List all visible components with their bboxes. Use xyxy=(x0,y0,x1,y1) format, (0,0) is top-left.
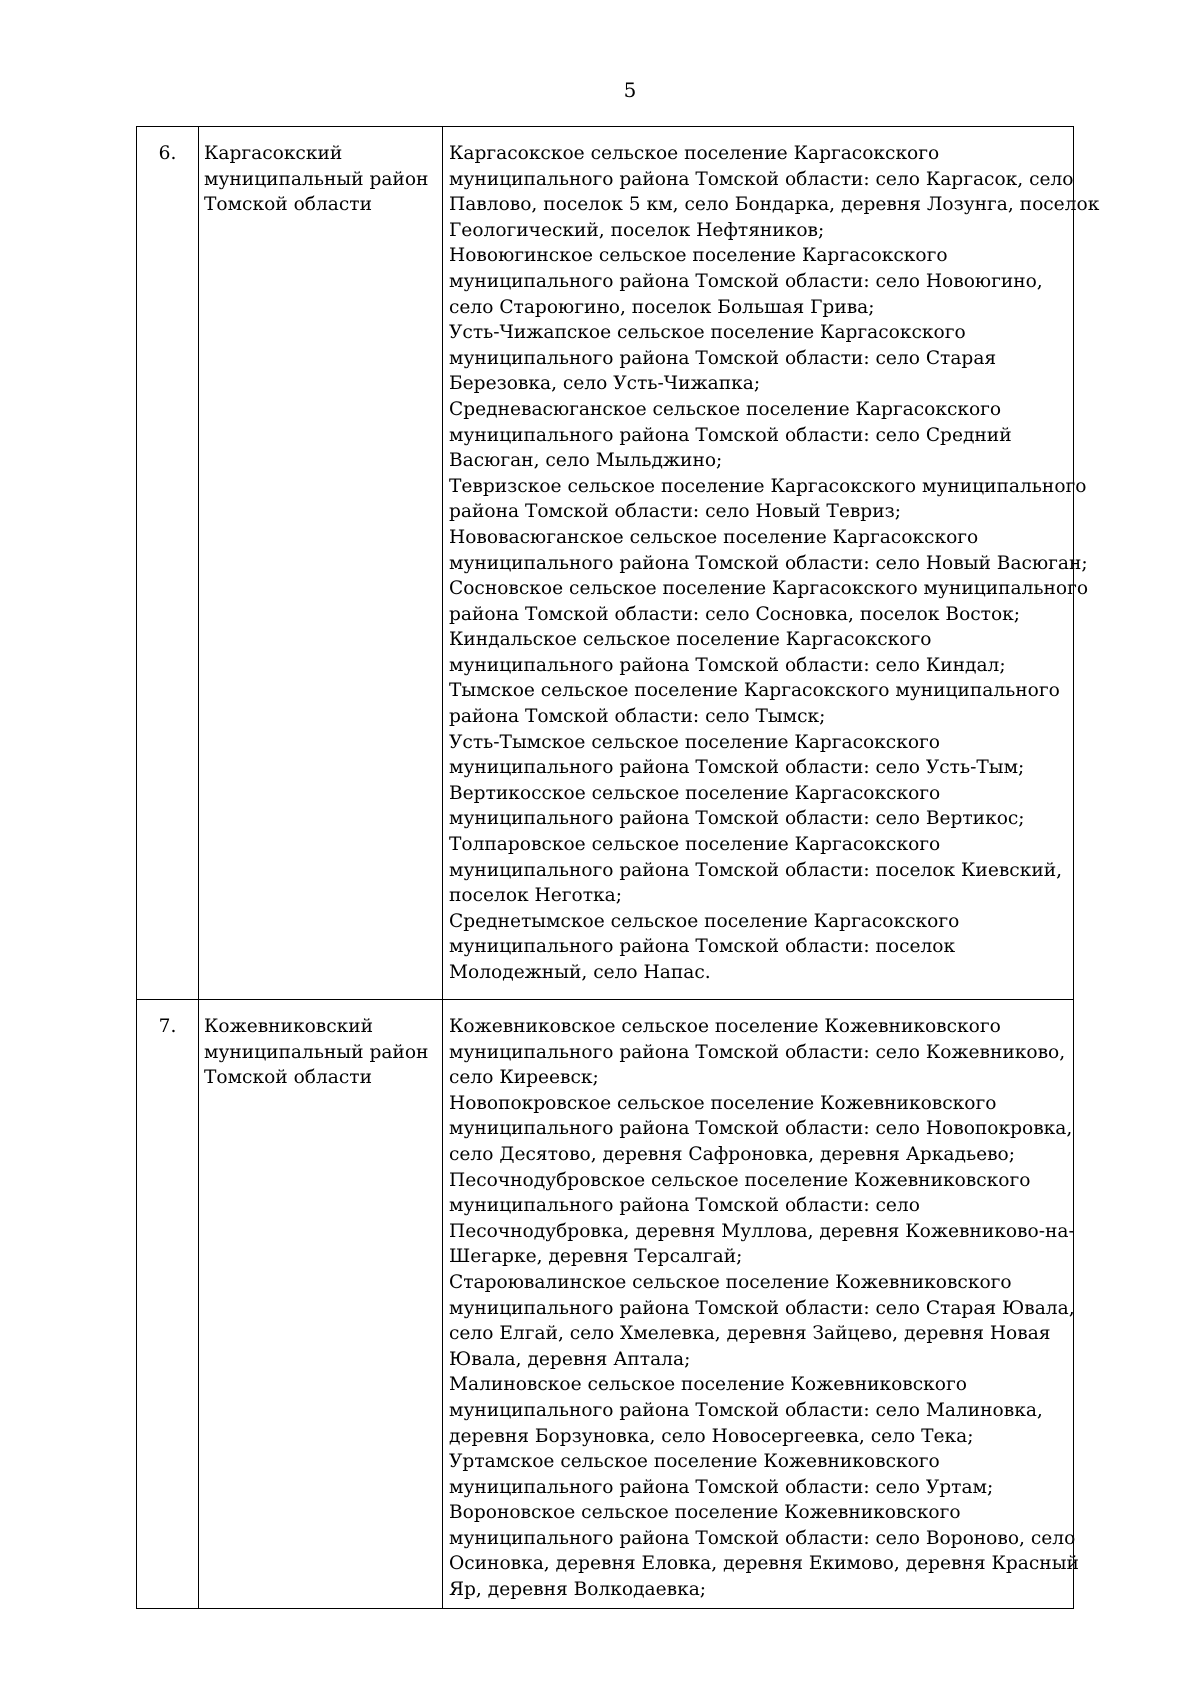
district-name xyxy=(199,127,443,1000)
settlement-line: Васюган, село Мыльджино; xyxy=(449,450,723,472)
settlement-line: село Десятово, деревня Сафроновка, деревня Аркадьево; xyxy=(449,1143,1016,1165)
table-row xyxy=(137,127,1074,1000)
settlement-line: Тевризское сельское поселение Каргасокского муниципального xyxy=(449,475,1087,497)
settlement-line: Кожевниковское сельское поселение Кожевниковского xyxy=(449,1016,1001,1037)
district-line: муниципальный район xyxy=(204,168,429,190)
settlements-table xyxy=(136,126,1100,1609)
settlement-line: село Киреевск; xyxy=(449,1067,599,1089)
district-line: муниципальный район xyxy=(204,1041,429,1063)
page-number: 5 xyxy=(623,78,637,102)
settlement-line: муниципального района Томской области: поселок xyxy=(449,936,956,958)
settlement-line: муниципального района Томской области: село Новоюгино, xyxy=(449,270,1043,292)
settlement-line: Геологический, поселок Нефтяников; xyxy=(449,219,825,241)
settlement-line: Песочнодубровка, деревня Муллова, деревня Кожевниково-на- xyxy=(449,1220,1075,1242)
settlement-line: поселок Неготка; xyxy=(449,885,622,907)
settlement-line: муниципального района Томской области: село Усть-Тым; xyxy=(449,757,1025,779)
settlement-line: Сосновское сельское поселение Каргасокского муниципального xyxy=(449,578,1089,600)
settlement-line: Тымское сельское поселение Каргасокского муниципального xyxy=(449,680,1060,702)
district-line: Кожевниковский xyxy=(204,1016,374,1037)
settlement-line: Яр, деревня Волкодаевка; xyxy=(449,1579,707,1601)
district-line: Томской области xyxy=(204,194,372,216)
settlement-line: Новопокровское сельское поселение Кожевниковского xyxy=(449,1092,997,1114)
settlement-line: муниципального района Томской области: село Новый Васюган; xyxy=(449,552,1088,574)
settlement-line: муниципального района Томской области: село Новопокровка, xyxy=(449,1118,1073,1140)
settlement-line: Вороновское сельское поселение Кожевниковского xyxy=(449,1502,961,1524)
settlement-line: Песочнодубровское сельское поселение Кожевниковского xyxy=(449,1169,1031,1191)
settlement-line: муниципального района Томской области: село Средний xyxy=(449,424,1012,446)
settlement-line: Осиновка, деревня Еловка, деревня Екимово, деревня Красный xyxy=(449,1553,1079,1575)
settlement-line: Вертикосское сельское поселение Каргасокского xyxy=(449,782,941,804)
settlement-line: Новоюгинское сельское поселение Каргасокского xyxy=(449,245,948,267)
settlement-line: муниципального района Томской области: село Малиновка, xyxy=(449,1399,1043,1421)
settlement-line: муниципального района Томской области: село xyxy=(449,1195,920,1217)
settlement-line: муниципального района Томской области: село Кожевниково, xyxy=(449,1041,1066,1063)
settlement-line: Киндальское сельское поселение Каргасокского xyxy=(449,629,932,651)
settlement-line: района Томской области: село Новый Тевриз; xyxy=(449,501,901,523)
settlement-line: село Елгай, село Хмелевка, деревня Зайцево, деревня Новая xyxy=(449,1323,1051,1345)
settlement-line: Каргасокское сельское поселение Каргасокского xyxy=(449,143,940,164)
settlement-line: Шегарке, деревня Терсалгай; xyxy=(449,1246,743,1268)
settlement-line: муниципального района Томской области: село Уртам; xyxy=(449,1476,994,1498)
settlement-line: Средневасюганское сельское поселение Каргасокского xyxy=(449,398,1002,420)
settlement-line: деревня Борзуновка, село Новосергеевка, село Тека; xyxy=(449,1425,974,1447)
row-number: 6. xyxy=(137,127,199,1000)
settlement-line: Среднетымское сельское поселение Каргасокского xyxy=(449,910,960,932)
district-line: Томской области xyxy=(204,1067,372,1089)
settlement-line: района Томской области: село Сосновка, поселок Восток; xyxy=(449,603,1021,625)
settlements-list xyxy=(443,1000,1079,1609)
settlement-line: Усть-Тымское сельское поселение Каргасокского xyxy=(449,731,940,753)
settlement-line: муниципального района Томской области: село Вертикос; xyxy=(449,808,1025,830)
settlement-line: муниципального района Томской области: село Вороново, село xyxy=(449,1527,1076,1549)
settlement-line: Толпаровское сельское поселение Каргасокского xyxy=(449,834,941,856)
settlement-line: Павлово, поселок 5 км, село Бондарка, деревня Лозунга, поселок xyxy=(449,194,1100,216)
settlement-line: Молодежный, село Напас. xyxy=(449,962,711,983)
settlement-line: Уртамское сельское поселение Кожевниковского xyxy=(449,1451,940,1473)
settlement-line: Усть-Чижапское сельское поселение Каргасокского xyxy=(449,322,966,344)
district-name xyxy=(199,1000,443,1609)
settlement-line: Нововасюганское сельское поселение Каргасокского xyxy=(449,526,979,548)
row-number: 7. xyxy=(137,1000,199,1609)
settlement-line: муниципального района Томской области: село Каргасок, село xyxy=(449,168,1074,190)
settlement-line: муниципального района Томской области: поселок Киевский, xyxy=(449,859,1063,881)
district-line: Каргасокский xyxy=(204,143,343,164)
settlement-line: муниципального района Томской области: село Киндал; xyxy=(449,654,1006,676)
settlement-line: Староювалинское сельское поселение Кожевниковского xyxy=(449,1271,1012,1293)
settlement-line: района Томской области: село Тымск; xyxy=(449,706,826,728)
settlement-line: Ювала, деревня Аптала; xyxy=(449,1348,691,1370)
settlement-line: село Староюгино, поселок Большая Грива; xyxy=(449,296,875,318)
settlement-line: Малиновское сельское поселение Кожевниковского xyxy=(449,1374,967,1396)
settlements-list xyxy=(443,127,1100,1000)
settlement-line: муниципального района Томской области: село Старая Ювала, xyxy=(449,1297,1075,1319)
settlement-line: Березовка, село Усть-Чижапка; xyxy=(449,373,761,395)
table-row xyxy=(137,1000,1074,1609)
settlement-line: муниципального района Томской области: село Старая xyxy=(449,347,997,369)
